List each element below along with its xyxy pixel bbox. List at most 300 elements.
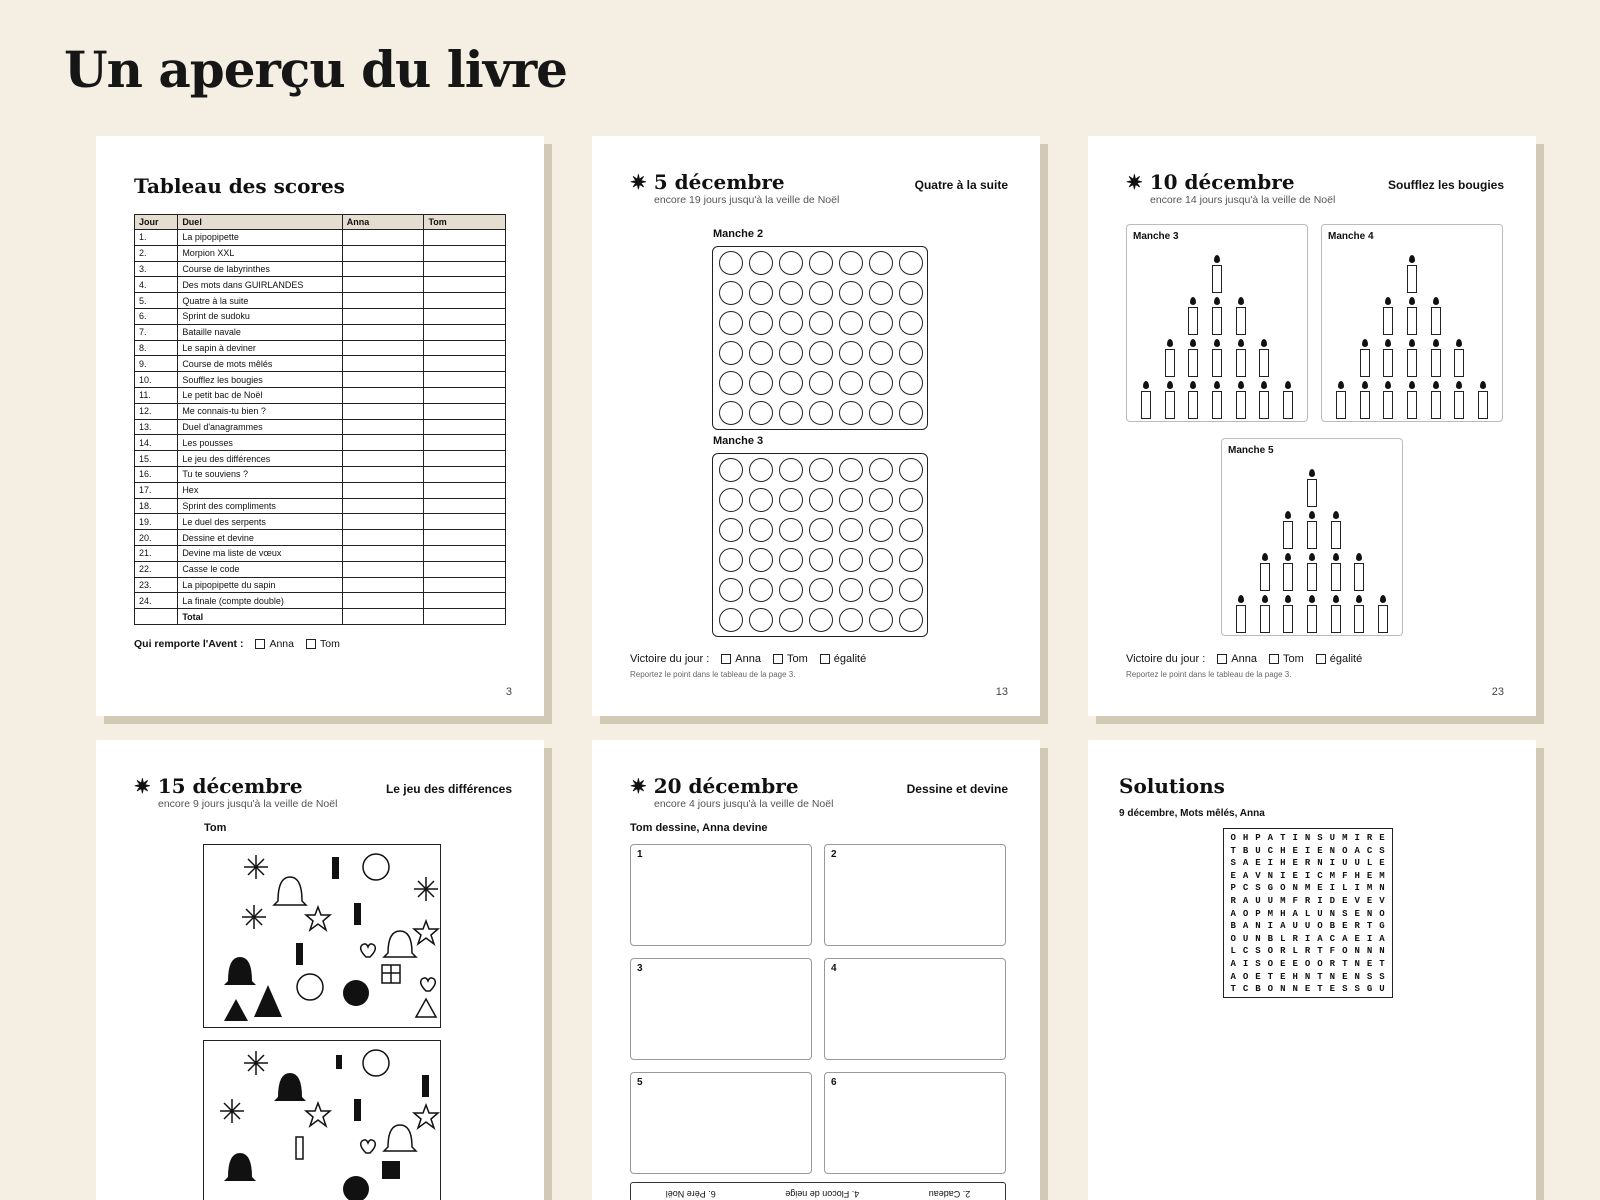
checkbox-tom[interactable]	[1269, 654, 1279, 664]
flame-icon	[1190, 297, 1196, 305]
letter-cell: F	[1342, 870, 1348, 881]
table-row	[135, 324, 506, 340]
grid-hole[interactable]	[869, 488, 893, 512]
total-cell-anna[interactable]	[342, 609, 424, 625]
candle[interactable]	[1212, 391, 1222, 419]
score-cell-anna[interactable]	[342, 245, 424, 261]
tree-icon	[254, 985, 282, 1017]
candle[interactable]	[1407, 391, 1417, 419]
letter-cell: N	[1267, 870, 1274, 881]
days-left: encore 9 jours jusqu'à la veille de Noël	[158, 798, 338, 810]
score-cell-anna[interactable]	[342, 482, 424, 498]
score-cell-tom[interactable]	[424, 372, 506, 388]
candle[interactable]	[1212, 265, 1222, 293]
victory-label: Victoire du jour :	[1126, 653, 1206, 665]
letter-cell: S	[1230, 858, 1236, 869]
duel-cell: Le jeu des différences	[178, 451, 342, 467]
letter-cell: E	[1317, 845, 1323, 856]
star-icon	[306, 907, 330, 930]
flame-icon	[1261, 381, 1267, 389]
grid-hole[interactable]	[809, 401, 833, 425]
drawing-box[interactable]	[630, 844, 812, 946]
checkbox-tom[interactable]	[306, 639, 316, 649]
candle[interactable]	[1378, 605, 1388, 633]
letter-cell: G	[1267, 883, 1274, 894]
grid-hole[interactable]	[779, 311, 803, 335]
score-cell-tom[interactable]	[424, 498, 506, 514]
letter-cell: S	[1255, 946, 1261, 957]
grid-hole[interactable]	[869, 608, 893, 632]
letter-cell: L	[1366, 858, 1373, 869]
flame-icon	[1214, 381, 1220, 389]
gift-icon	[382, 1161, 400, 1179]
checkbox-anna[interactable]	[1217, 654, 1227, 664]
candle[interactable]	[1283, 391, 1293, 419]
candle[interactable]	[1307, 563, 1317, 591]
letter-cell: H	[1242, 833, 1249, 843]
grid-hole[interactable]	[839, 371, 863, 395]
candle[interactable]	[1165, 349, 1175, 377]
grid-hole[interactable]	[719, 401, 743, 425]
flame-icon	[1285, 381, 1291, 389]
grid-hole[interactable]	[839, 488, 863, 512]
instruction: Tom dessine, Anna devine	[630, 822, 768, 834]
letter-cell: E	[1317, 883, 1323, 894]
grid-hole[interactable]	[749, 548, 773, 572]
grid-hole[interactable]	[749, 401, 773, 425]
grid-hole[interactable]	[779, 281, 803, 305]
grid-hole[interactable]	[809, 371, 833, 395]
round-label: Manche 3	[713, 435, 764, 447]
candle[interactable]	[1407, 349, 1417, 377]
score-cell-tom[interactable]	[424, 277, 506, 293]
letter-cell: A	[1317, 933, 1323, 944]
day-cell: 14.	[135, 435, 178, 451]
checkbox-tie[interactable]	[1316, 654, 1326, 664]
letter-cell: N	[1304, 833, 1311, 843]
letter-cell: E	[1292, 845, 1298, 856]
drawing-box[interactable]	[824, 844, 1006, 946]
grid-hole[interactable]	[809, 548, 833, 572]
grid-hole[interactable]	[839, 548, 863, 572]
grid-hole[interactable]	[719, 458, 743, 482]
candle[interactable]	[1383, 349, 1393, 377]
grid-hole[interactable]	[719, 371, 743, 395]
letter-cell: N	[1329, 971, 1336, 982]
letter-cell: H	[1280, 908, 1286, 919]
table-row	[135, 435, 506, 451]
grid-hole[interactable]	[779, 401, 803, 425]
game-name: Dessine et devine	[906, 782, 1008, 796]
score-cell-anna[interactable]	[342, 387, 424, 403]
score-cell-tom[interactable]	[424, 340, 506, 356]
score-cell-anna[interactable]	[342, 230, 424, 246]
letter-cell: N	[1292, 883, 1298, 894]
score-cell-tom[interactable]	[424, 387, 506, 403]
candle[interactable]	[1188, 391, 1198, 419]
grid-hole[interactable]	[749, 608, 773, 632]
grid-hole[interactable]	[809, 341, 833, 365]
candle[interactable]	[1407, 307, 1417, 335]
candle[interactable]	[1360, 391, 1370, 419]
grid-hole[interactable]	[779, 518, 803, 542]
candle[interactable]	[1383, 391, 1393, 419]
candle[interactable]	[1259, 391, 1269, 419]
candle[interactable]	[1212, 349, 1222, 377]
letter-cell: C	[1242, 883, 1249, 894]
grid-hole[interactable]	[869, 281, 893, 305]
candle[interactable]	[1331, 563, 1341, 591]
score-cell-tom[interactable]	[424, 435, 506, 451]
letter-cell: P	[1255, 833, 1261, 843]
duel-cell: La finale (compte double)	[178, 593, 342, 609]
score-cell-anna[interactable]	[342, 293, 424, 309]
letter-cell: S	[1317, 833, 1323, 843]
candle[interactable]	[1236, 605, 1246, 633]
grid-hole[interactable]	[839, 518, 863, 542]
grid-hole[interactable]	[719, 341, 743, 365]
letter-cell: A	[1242, 858, 1249, 869]
checkbox-tom[interactable]	[773, 654, 783, 664]
differences-picture-b	[203, 1040, 441, 1200]
day-cell: 17.	[135, 482, 178, 498]
letter-cell: U	[1304, 921, 1311, 932]
candle[interactable]	[1331, 521, 1341, 549]
candle[interactable]	[1431, 391, 1441, 419]
candle[interactable]	[1260, 563, 1270, 591]
letter-cell: U	[1267, 896, 1274, 906]
grid-hole[interactable]	[749, 458, 773, 482]
grid-hole[interactable]	[809, 251, 833, 275]
grid-hole[interactable]	[899, 608, 923, 632]
letter-cell: E	[1292, 870, 1298, 881]
score-cell-anna[interactable]	[342, 545, 424, 561]
grid-hole[interactable]	[749, 518, 773, 542]
letter-cell: L	[1342, 883, 1348, 894]
bell-icon	[224, 1153, 256, 1181]
score-cell-tom[interactable]	[424, 230, 506, 246]
candle[interactable]	[1236, 307, 1246, 335]
day-cell: 3.	[135, 261, 178, 277]
candle[interactable]	[1354, 605, 1364, 633]
candle[interactable]	[1260, 605, 1270, 633]
score-cell-anna[interactable]	[342, 577, 424, 593]
score-cell-tom[interactable]	[424, 593, 506, 609]
candle[interactable]	[1307, 479, 1317, 507]
drawing-box[interactable]	[824, 1072, 1006, 1174]
grid-hole[interactable]	[869, 548, 893, 572]
score-cell-anna[interactable]	[342, 277, 424, 293]
grid-hole[interactable]	[809, 608, 833, 632]
table-row	[135, 498, 506, 514]
duel-cell: Devine ma liste de vœux	[178, 545, 342, 561]
score-cell-anna[interactable]	[342, 435, 424, 451]
grid-hole[interactable]	[869, 458, 893, 482]
solution-subtitle: 9 décembre, Mots mêlés, Anna	[1119, 808, 1265, 819]
score-cell-anna[interactable]	[342, 340, 424, 356]
candle[interactable]	[1383, 307, 1393, 335]
table-row	[135, 514, 506, 530]
day-cell: 22.	[135, 561, 178, 577]
grid-hole[interactable]	[809, 281, 833, 305]
grid-hole[interactable]	[779, 458, 803, 482]
score-cell-tom[interactable]	[424, 561, 506, 577]
score-cell-tom[interactable]	[424, 293, 506, 309]
grid-hole[interactable]	[839, 341, 863, 365]
grid-hole[interactable]	[749, 578, 773, 602]
candle[interactable]	[1188, 307, 1198, 335]
page-title-text: 10 décembre	[1149, 170, 1295, 194]
score-cell-tom[interactable]	[424, 545, 506, 561]
grid-hole[interactable]	[779, 578, 803, 602]
letter-cell: A	[1242, 921, 1249, 932]
score-cell-tom[interactable]	[424, 419, 506, 435]
grid-hole[interactable]	[899, 458, 923, 482]
candle[interactable]	[1454, 391, 1464, 419]
score-cell-anna[interactable]	[342, 514, 424, 530]
candle[interactable]	[1331, 605, 1341, 633]
grid-hole[interactable]	[719, 488, 743, 512]
grid-hole[interactable]	[839, 458, 863, 482]
grid-hole[interactable]	[749, 341, 773, 365]
letter-cell: A	[1230, 908, 1236, 919]
day-cell: 9.	[135, 356, 178, 372]
candle[interactable]	[1283, 521, 1293, 549]
letter-cell: O	[1342, 946, 1348, 957]
grid-hole[interactable]	[899, 251, 923, 275]
flame-icon	[1143, 381, 1149, 389]
grid-hole[interactable]	[779, 341, 803, 365]
drawing-box[interactable]	[824, 958, 1006, 1060]
score-cell-anna[interactable]	[342, 451, 424, 467]
total-label: Total	[178, 609, 342, 625]
score-cell-tom[interactable]	[424, 466, 506, 482]
candle[interactable]	[1283, 563, 1293, 591]
checkbox-tie[interactable]	[820, 654, 830, 664]
candle[interactable]	[1236, 391, 1246, 419]
score-cell-tom[interactable]	[424, 514, 506, 530]
letter-cell: N	[1280, 984, 1286, 995]
candle[interactable]	[1336, 391, 1346, 419]
day-cell: 11.	[135, 387, 178, 403]
score-cell-anna[interactable]	[342, 419, 424, 435]
grid-hole[interactable]	[899, 578, 923, 602]
letter-cell: P	[1230, 883, 1236, 894]
candle[interactable]	[1188, 349, 1198, 377]
score-cell-tom[interactable]	[424, 451, 506, 467]
candle-icon	[354, 903, 361, 925]
candle[interactable]	[1454, 349, 1464, 377]
score-cell-anna[interactable]	[342, 498, 424, 514]
score-cell-anna[interactable]	[342, 308, 424, 324]
letter-cell: G	[1379, 921, 1385, 932]
grid-hole[interactable]	[869, 341, 893, 365]
letter-cell: R	[1280, 946, 1286, 957]
box-number: 2	[831, 849, 837, 860]
grid-hole[interactable]	[869, 251, 893, 275]
ornament-icon	[363, 854, 389, 880]
grid-hole[interactable]	[839, 608, 863, 632]
grid-hole[interactable]	[719, 518, 743, 542]
grid-hole[interactable]	[869, 311, 893, 335]
grid-hole[interactable]	[779, 251, 803, 275]
letter-cell: E	[1329, 984, 1336, 995]
score-cell-tom[interactable]	[424, 530, 506, 546]
letter-cell: C	[1329, 933, 1336, 944]
grid-hole[interactable]	[779, 488, 803, 512]
day-cell: 16.	[135, 466, 178, 482]
letter-cell: N	[1255, 933, 1261, 944]
score-cell-tom[interactable]	[424, 356, 506, 372]
candle[interactable]	[1259, 349, 1269, 377]
grid-hole[interactable]	[869, 401, 893, 425]
grid-hole[interactable]	[809, 311, 833, 335]
total-cell-tom[interactable]	[424, 609, 506, 625]
drawing-box[interactable]	[630, 958, 812, 1060]
grid-hole[interactable]	[899, 311, 923, 335]
flame-icon	[1238, 339, 1244, 347]
grid-hole[interactable]	[749, 371, 773, 395]
letter-cell: E	[1379, 858, 1385, 869]
score-cell-tom[interactable]	[424, 482, 506, 498]
box-number: 1	[637, 849, 643, 860]
candle-icon	[332, 857, 339, 879]
page-solutions	[1088, 740, 1536, 1200]
flame-icon	[1167, 339, 1173, 347]
grid-hole[interactable]	[869, 578, 893, 602]
letter-cell: N	[1366, 946, 1373, 957]
flame-icon	[1480, 381, 1486, 389]
page-title: Tableau des scores	[134, 174, 345, 198]
drawing-box[interactable]	[630, 1072, 812, 1174]
letter-cell: N	[1354, 959, 1360, 969]
candle[interactable]	[1307, 605, 1317, 633]
report-note: Reportez le point dans le tableau de la page 3.	[1126, 670, 1292, 679]
score-cell-anna[interactable]	[342, 324, 424, 340]
letter-cell: L	[1280, 933, 1286, 944]
grid-hole[interactable]	[749, 488, 773, 512]
letter-cell: S	[1342, 908, 1348, 919]
grid-hole[interactable]	[809, 578, 833, 602]
candle[interactable]	[1354, 563, 1364, 591]
checkbox-anna[interactable]	[255, 639, 265, 649]
candle[interactable]	[1141, 391, 1151, 419]
candle[interactable]	[1360, 349, 1370, 377]
grid-hole[interactable]	[899, 401, 923, 425]
score-cell-anna[interactable]	[342, 356, 424, 372]
score-cell-tom[interactable]	[424, 577, 506, 593]
box-number: 3	[637, 963, 643, 974]
grid-hole[interactable]	[719, 578, 743, 602]
connect-four-grid	[712, 453, 928, 637]
grid-hole[interactable]	[779, 371, 803, 395]
score-cell-tom[interactable]	[424, 403, 506, 419]
candle[interactable]	[1307, 521, 1317, 549]
letter-cell: B	[1267, 933, 1274, 944]
candle[interactable]	[1283, 605, 1293, 633]
grid-hole[interactable]	[899, 518, 923, 542]
letter-cell: M	[1280, 896, 1286, 906]
letter-cell: I	[1242, 959, 1249, 969]
flame-icon	[1333, 595, 1339, 603]
score-cell-tom[interactable]	[424, 261, 506, 277]
grid-hole[interactable]	[719, 608, 743, 632]
letter-cell: U	[1255, 845, 1261, 856]
grid-hole[interactable]	[809, 488, 833, 512]
grid-hole[interactable]	[719, 251, 743, 275]
grid-hole[interactable]	[839, 281, 863, 305]
score-cell-tom[interactable]	[424, 308, 506, 324]
letter-cell: N	[1304, 971, 1311, 982]
score-cell-anna[interactable]	[342, 593, 424, 609]
score-cell-anna[interactable]	[342, 372, 424, 388]
score-cell-anna[interactable]	[342, 466, 424, 482]
grid-hole[interactable]	[899, 488, 923, 512]
score-cell-tom[interactable]	[424, 245, 506, 261]
score-cell-anna[interactable]	[342, 261, 424, 277]
duel-cell: Bataille navale	[178, 324, 342, 340]
grid-hole[interactable]	[839, 251, 863, 275]
letter-cell: U	[1379, 984, 1385, 995]
duel-cell: Duel d'anagrammes	[178, 419, 342, 435]
score-cell-anna[interactable]	[342, 561, 424, 577]
checkbox-anna[interactable]	[721, 654, 731, 664]
grid-hole[interactable]	[749, 251, 773, 275]
candle[interactable]	[1212, 307, 1222, 335]
grid-hole[interactable]	[869, 518, 893, 542]
round-label: Manche 2	[713, 228, 764, 240]
grid-hole[interactable]	[719, 311, 743, 335]
letter-cell: U	[1329, 833, 1336, 843]
grid-hole[interactable]	[869, 371, 893, 395]
candle[interactable]	[1431, 307, 1441, 335]
grid-hole[interactable]	[839, 311, 863, 335]
letter-cell: D	[1329, 896, 1336, 906]
grid-hole[interactable]	[839, 401, 863, 425]
grid-hole[interactable]	[749, 311, 773, 335]
grid-hole[interactable]	[779, 608, 803, 632]
flame-icon	[1362, 381, 1368, 389]
grid-hole[interactable]	[899, 341, 923, 365]
grid-hole[interactable]	[899, 548, 923, 572]
candle[interactable]	[1407, 265, 1417, 293]
score-cell-anna[interactable]	[342, 403, 424, 419]
candle[interactable]	[1236, 349, 1246, 377]
score-cell-anna[interactable]	[342, 530, 424, 546]
flame-icon	[1433, 381, 1439, 389]
grid-hole[interactable]	[749, 281, 773, 305]
tree-icon	[224, 999, 248, 1021]
grid-hole[interactable]	[839, 578, 863, 602]
flame-icon	[1409, 381, 1415, 389]
grid-hole[interactable]	[899, 371, 923, 395]
grid-hole[interactable]	[779, 548, 803, 572]
candle[interactable]	[1431, 349, 1441, 377]
candle[interactable]	[1478, 391, 1488, 419]
grid-hole[interactable]	[899, 281, 923, 305]
score-cell-tom[interactable]	[424, 324, 506, 340]
candle[interactable]	[1165, 391, 1175, 419]
duel-cell: Quatre à la suite	[178, 293, 342, 309]
grid-hole[interactable]	[809, 458, 833, 482]
grid-hole[interactable]	[719, 548, 743, 572]
grid-hole[interactable]	[809, 518, 833, 542]
player-label: Tom	[204, 822, 227, 834]
page-score-table	[96, 136, 544, 716]
flame-icon	[1238, 595, 1244, 603]
grid-hole[interactable]	[719, 281, 743, 305]
star-icon: ✷	[630, 774, 654, 798]
